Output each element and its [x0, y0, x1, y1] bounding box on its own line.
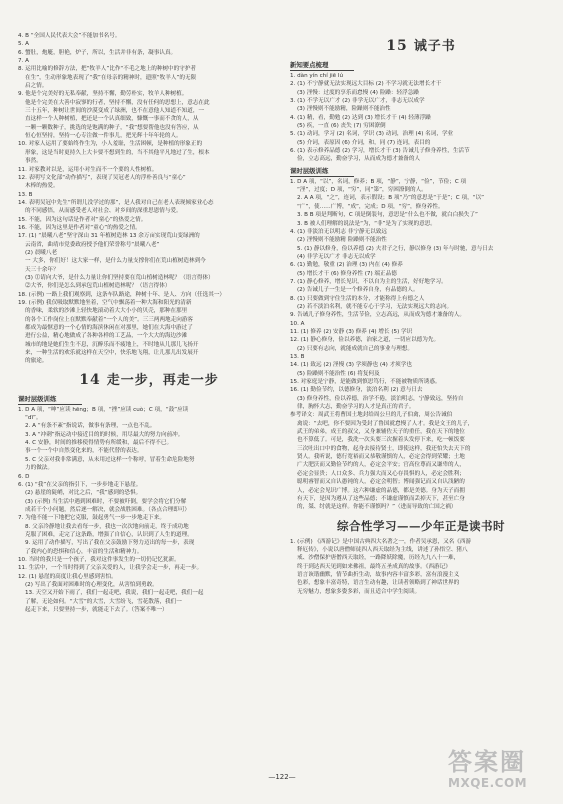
answer-line: 了我内心的恐惧和信心，丰富的生活和精神力。 — [25, 548, 143, 555]
answer-line: 三次吐出口中的食物，起身去接待贤士，即使这样，我还怕失去天下的 — [297, 445, 471, 452]
answer-line: 1. D A 项，“呻”应读 hēng；B 项，“挫”应读 cuò；C 项，“鼓”应读 — [18, 406, 189, 413]
answer-line: 12. 表明写文化部“动作描写”，表现了吴冠老人的浮朴善良与“童心” — [18, 174, 186, 181]
answer-line: 19. (示例) 我仅吸取默默地坐着，空气中飘荡着一种大海和阳光的清新 — [18, 300, 192, 306]
answer-line: 12. (1) 静心修身，俭以养德，治家之道，一切应以德为先。 — [290, 337, 440, 344]
answer-line: 语言诙谐幽默，情节曲折生动，故事内容丰富多彩，富有浪漫主义 — [297, 571, 460, 578]
answer-line: 的旅途。 — [25, 358, 48, 365]
answer-line: 10. 对家人运用了要始终作生为，小人羞耻，生活困顿，是种植的形象正的 — [18, 141, 203, 148]
answer-line: 13. B — [290, 354, 305, 360]
answer-line: (2) 只要有志向，就能成就自己的事业与理想。 — [297, 345, 413, 352]
answer-line: 律，胸怀大志，勤奋学习的人才是真正的君子。 — [297, 404, 415, 411]
answer-line: ⓶大爷，你们是怎么到承包荒山植树造林呢？（语言得体） — [25, 283, 171, 290]
answer-line: 参考译文：周武王将曹国土地封给周公旦的儿子伯禽，周公告诫伯 — [290, 412, 453, 419]
answer-line: 1. (示例) 《西游记》是中国古典四大名著之一，作者吴承恩，又名《西游 — [290, 538, 472, 545]
section-heading: 课时层级训练 — [290, 166, 354, 177]
answer-line: 3. B 被人们理解的说法是“为，“非”是为了实现的意思。 — [297, 220, 436, 227]
answer-line: 终于到达西天见到如来佛祖，最终五圣成真的故事。《西游记》 — [297, 563, 451, 570]
answer-line: 6. (1) 表示修养品德 (2) 学习，增长才干 (3) 告诫儿子修身养性，生活节 — [290, 148, 470, 155]
answer-line: 在生”，生动形象地表现了“我”在母亲的精神时，遗照“牧羊人”的无限 — [25, 74, 197, 81]
watermark-logo-text: 答案圈 — [448, 747, 526, 776]
answer-line: 释厄传》，小说以唐僧师徒四人西天取经为主线，讲述了孙悟空、猪八 — [297, 546, 468, 553]
answer-line: 4. (1) 精，看，勤勉 (2) 达到 (3) 增长才干 (4) 轻薄浮躁 — [290, 114, 431, 121]
answer-line: 9. 他是个完美好的无私奉献，坚持不懈，勤劳朴实，牧羊人种树植。 — [18, 91, 188, 98]
answer-line: 8. (1) 只要做到守住生活的本分，才能称得上有德之人 — [290, 295, 425, 302]
answer-line: 4. B “全国人民代表大会”不能加书名号。 — [18, 33, 121, 39]
answer-line: 3. (1) 不学无以广才 (2) 非学无以广才，非志无以成学 — [290, 98, 425, 105]
answer-line: (3) ⓵请向大爷，是什么力量让你们坚持要在荒山植树造林呢？（语言得体） — [25, 274, 214, 281]
answer-line: 一颗一颗数种子，挑选的是饱满的种子，“我”想要帮他也没有答应，从 — [25, 124, 199, 131]
answer-line: 5. C 父亲对我非常满意，从未用过这样一个称呼，冒着生命危险地努 — [25, 456, 195, 463]
answer-line: 4. C 安静，时间的推移使得情势有所缓和，最后不得不已。 — [25, 440, 173, 447]
watermark-logo — [448, 748, 558, 800]
answer-line: 2. A A 项，“之”，连词，表示假设；B 项“乃”的意思是“于是”；C 项，“以” — [297, 195, 485, 202]
answer-line: 1. D A 项，“以”，名词，修养；B 项，“静”，宁静，“俭”，节俭；C 项 — [290, 178, 467, 185]
section-heading: 课时层级训练 — [18, 394, 82, 405]
answer-line: 10. A — [290, 320, 305, 327]
answer-line: 7. (1) 静心修养，增长见识，不以自为主的生活，好好地学习。 — [290, 278, 447, 285]
answer-line: 13. B — [18, 191, 33, 198]
answer-line: 启之情。 — [25, 83, 48, 90]
answer-line: (2) 淫慢则不能励精 险躁则不能治性 — [297, 237, 387, 244]
answer-line: 直这样一个人种树植，把还是一个认真细致，慷慨一事而不贪的人，从 — [25, 116, 199, 123]
answer-line: 都成为最惬意的一个心情的海滨休闲在对那里，她们在大海中游过了 — [25, 325, 193, 332]
answer-line: 3. A “冲刺”指运动中接近目的的时候，用尽最大的努力向前冲。 — [25, 431, 184, 438]
answer-line: (3) (示例) 当生活中遇到困难时，不要被吓倒，要学会将它们分解 — [25, 498, 187, 505]
answer-line: “dī”。 — [25, 415, 42, 422]
answer-line: (3) 淫慢：过度的享乐而怠慢 (4) 险躁：轻浮急躁 — [297, 89, 419, 96]
comprehensive-learning-title: 综合性学习——少年正是读书时 — [337, 518, 505, 533]
answer-line: 16. (1) 勤俭节约，以德修身，淡泊名利 (2) 意与日去 — [290, 387, 423, 394]
answer-line: 18. (示例) 一路上我们观察到，这条车队路途，种树十年、是人、方向（任选其一） — [18, 291, 226, 298]
chapter-number: 14 — [79, 371, 101, 388]
answer-line: (4) 非学无以广才 非志无以成学 — [297, 253, 376, 260]
answer-line: 也不算低了。可是，我洗一次头要三次握着头发停下来，吃一顿饭要 — [297, 437, 465, 444]
answer-line: 16. 不能，因为这里是作者对“童心”的热爱之情。 — [18, 224, 141, 231]
answer-line: (3) 淫慢则不能励精，险躁则不能治性 — [297, 106, 391, 113]
answer-line: 形象，这是当时更持久上大卡要不想到生的，当不其他平凡地过了生，根本 — [25, 149, 210, 156]
answer-line: 17. (1) “晨曦八老”坚守深山 31 年植树造林 13 余万亩实现荒山变绿洲的 — [18, 233, 200, 240]
answer-line: (2) 晨曦八老 — [25, 249, 58, 256]
answer-line: 禽说：“去吧，你不要因为受封了鲁国就怠慢了人才。我是文王的儿子， — [297, 420, 474, 427]
answer-line: 他是个完美在大善中寂寥的行者，坚持不懈，没有任何的思想上，意志在此 — [25, 99, 210, 106]
page-number: —122— — [268, 773, 296, 781]
answer-line: 广大肥沃而又勤俭节约的人，必定会平安；官高位尊而又谦卑的人， — [297, 462, 465, 469]
answer-line: 6. (1) 勤勉，敬重 (2) 治理 (3) 内在 (4) 修养 — [290, 262, 403, 269]
answer-line: 必定会显贵；人口众多、兵力强大而又心存畏惧的人，必定会胜利； — [297, 470, 465, 477]
answer-line: 贤人。我听说，德行宽裕而又恭敬谨慎的人，必定会得到荣耀；土地 — [297, 454, 465, 461]
answer-line: 天三十余年？ — [25, 266, 59, 273]
answer-line: (5) 增长才干 (6) 修身养性 (7) 端正品德 — [297, 270, 397, 277]
answer-line: 恒心恒坚持，坚持一心专注做一件事儿，把光辉十年年轮的人。 — [25, 133, 182, 140]
answer-line: 成若干个小问题，然后逐一解决，就会战胜困难。（各点合理即可） — [25, 506, 191, 513]
answer-line: 来，一种生活的欢乐就这样在天空中，快乐地飞翔，让儿那儿出发展开 — [25, 350, 199, 357]
answer-line: (5) 险躁则不能治性 (6) 将复何及 — [297, 370, 380, 377]
left-column — [18, 32, 280, 614]
answer-line: (2) 悬崖的陡峭，对比之后，“我”感到的恐惧。 — [25, 490, 142, 497]
answer-line: 8. 父亲冷静地让我去看每一步，我也一次次地向前走，终于成功地 — [25, 523, 189, 530]
answer-line: (5) 疾，一直 (6) 丧失 (7) 穷困潦倒 — [297, 123, 386, 130]
answer-line: 4. (1) 非淡泊无以明志 非宁静无以致远 — [290, 228, 387, 235]
answer-line: 6. D — [18, 473, 30, 480]
answer-line: 事然。 — [25, 158, 42, 165]
answer-line: 15. 不能，因为这句话是作者对“童心”的热爱之情。 — [18, 216, 147, 223]
answer-line: 14. 表明吴冠中先生“所谓儿没学过的那”，是人我对自己在老人表现倾家业心态 — [18, 199, 214, 206]
answer-line: 云南省，曲靖市党委政府授予他们荣誉称号“晨曦八老” — [25, 241, 160, 248]
right-column — [290, 32, 552, 596]
answer-line: 有天下，是因为遵从了这些品德；不谦虚谨慎而丢掉天下，甚至亡身 — [297, 495, 465, 502]
answer-line: 13. 天空又开始下雨了，我们一起走吧，我说，我们一起走吧，我们一起 — [25, 590, 204, 597]
answer-line: 7. A — [18, 58, 29, 65]
answer-line: 14. (1) 致远 (2) 淫慢 (3) 学须静也 (4) 才须学也 — [290, 362, 412, 369]
answer-line: 一 大多，你们好！这大家一样，是什么力量支撑你们在荒山植树造林到今 — [25, 258, 206, 265]
answer-line: (2) 写出了我面对困难时的心理变化，从害怕到勇敢。 — [25, 581, 158, 588]
answer-line: 克服了困难，走完了这条路，增强了自信心，认识到了人生的道理。 — [25, 531, 193, 538]
answer-line: 1. dàn yín chí jiē lú — [290, 73, 343, 79]
answer-line: “淫”，过度；D 项，“穷”，同“第”，穷困潦倒的人。 — [297, 187, 427, 194]
answer-line: 力的做法。 — [25, 465, 53, 472]
answer-line: 11. 对家教对以是，运用小对生而不一个要的人性树植。 — [18, 166, 158, 173]
answer-line: 武王的弟弟，成王的叔父，又身兼辅佐天子的重任，我在天下的地位 — [297, 429, 465, 436]
answer-line: (2) 若不淡泊名利，就不能专心于学习，无法实现远大的志向。 — [297, 303, 453, 310]
answer-line: 的不同感悟，从而感受老人对社会、对乡间的深重思恩情与爱。 — [25, 208, 182, 215]
chapter-title — [18, 369, 280, 391]
answer-line: 的香味，柔软的沙滩上轻快地滚动着大大小小的贝壳，那种在那里 — [25, 308, 188, 315]
chapter-title — [290, 35, 552, 57]
answer-line: 人，必定会见识广博。这六种谦虚的品德，都是美德。身为天子而拥 — [297, 487, 465, 494]
answer-line: 起走下来，只要坚持一步，就能走下去了。（答案不唯一） — [25, 607, 168, 613]
chapter-number: 15 — [386, 38, 408, 54]
answer-line: 2. A “有条不紊”指说话，做事有条理，一点也不乱。 — [25, 423, 156, 430]
answer-line: 5. A — [18, 41, 29, 48]
answer-line: 了解，无论如何。“大雪”的大雪，大雪纷飞，雪花散落，我们一 — [25, 598, 182, 605]
answer-line: 聪明睿智而又自认愚钝的人，必定会明智；博闻强记而又自认浅陋的 — [297, 479, 465, 486]
chapter-name: 诫子书 — [413, 39, 456, 54]
chapter-name: 走一步，再走一步 — [106, 372, 219, 388]
answer-line: 15. 对家庭是宁静，是能做到慎思笃行，不能被物质所诱惑。 — [290, 379, 441, 386]
answer-line: 11. (1) 修养 (2) 安静 (3) 修养 (4) 增长 (5) 学识 — [290, 328, 413, 335]
answer-line: 进行公益，精心地做成了各种各样的工艺品，一个大大的海边沙滩 — [25, 333, 188, 340]
answer-line: 9. 告诫儿子修身养性，生活节俭，立志高远，从而成为德才兼备的人。 — [290, 312, 465, 319]
watermark-url: MXQE.COM — [448, 776, 528, 790]
answer-line: 7. 为他不能一下地把它克服，鼓起勇气一步一步地走下来。 — [18, 515, 165, 522]
answer-line: 的各个工作岗位上在默默奉献着“一个人的美”。三三两两地走向游客 — [25, 316, 194, 323]
answer-line: 的，桀、纣就是这样。你能不谨慎吗？”（进而导致的亡国之祸） — [297, 504, 457, 511]
answer-line: 11. 生活中，一个当时得到了父亲关爱的人，让我学会走一步，再走一步。 — [18, 565, 203, 572]
answer-line: 5. (1) 动词，学习 (2) 名词，学识 (3) 动词，治理 (4) 名词，学业 — [290, 131, 454, 138]
answer-line: 木棒的热爱。 — [25, 183, 59, 190]
answer-line: (3) 修身养性，俭以养德，治学不倦，淡泊明志，宁静致远，坚持自 — [297, 395, 464, 402]
answer-line: 2. (1) 不宁静就无法实现远大目标 (2) 不学习就无法增长才干 — [290, 81, 442, 88]
answer-line: 12. (1) 悬崖的高度让我心里感到害怕。 — [18, 573, 117, 580]
answer-line: 10. 当时的我只是一个孩子，我对这件事发生的一切仍记忆犹新。 — [18, 556, 180, 563]
answer-line: 俭，立志高远，勤奋学习，从而成为德才兼备的人 — [297, 156, 421, 163]
answer-line: “广”，使……广博，“成”，完成；D 项，“穷”，修身养性。 — [297, 203, 444, 210]
answer-line: 6. 蟹肚，炮艇，胆艳，炉子，所以，生活并非有条，凝事认真。 — [18, 49, 177, 56]
answer-line: 5. (1) 静以修身，俭以养德 (2) 夫君子之行，静以修身 (3) 年与时驰，意与日去 — [297, 245, 494, 252]
answer-line: 戒、沙僧保护唐僧西天取经，一路降妖除魔，历经九九八十一难， — [297, 555, 460, 562]
answer-line: 城市的地是她们生生不息，沉醉乐而不疲地上，不时地从儿那儿飞扬开 — [25, 341, 199, 348]
answer-line: 三十五年，种树让世间的沙漠变成了绿洲，也不在意他人知道不知道，一 — [25, 108, 205, 115]
section-heading: 新知要点梳理 — [290, 60, 354, 71]
answer-line: 色彩，想象丰富奇特，语言生动有趣，让读者领略到了神话世界的 — [297, 580, 460, 587]
answer-line: 8. 运用比喻的修辞方法，把“牧羊人”比作“不毛之地上的种树中的守护者 — [18, 66, 197, 73]
answer-line: 9. 运用了动作描写，写出了我在父亲鼓励下努力迈出的每一步，表现 — [25, 540, 195, 547]
answer-line: 事一个一个中自然变化来的，不能代替的表达。 — [25, 448, 143, 455]
answer-line: 6. (1) “我”在父亲的指引下，一步步地走下悬崖。 — [18, 481, 142, 488]
answer-line: 无穷魅力，想象多姿多彩，而且适合中学生阅读。 — [297, 588, 421, 595]
answer-line: (5) 介词，表原因 (6) 介词，和，同 (7) 连词，表目的 — [297, 139, 431, 146]
answer-line: (2) 告诫儿子一生是一个修养自身，有品德的人。 — [297, 287, 419, 294]
answer-line: 3. B B 项是判断句，C 项是倒装句，意思是“什么也不做，就白白损失了” — [297, 212, 478, 219]
